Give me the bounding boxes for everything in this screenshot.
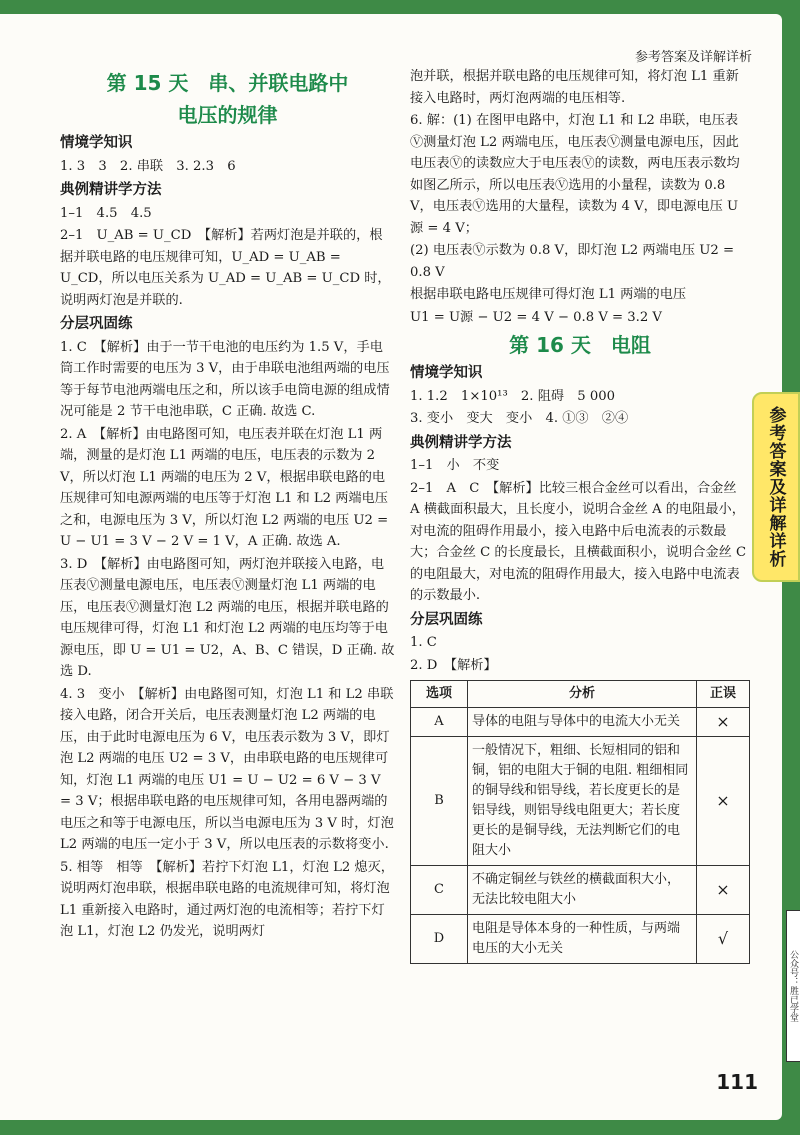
side-stamp: 公众号：胜已学堂 [786,910,800,1062]
top-border [0,0,800,14]
answer-item: 1. C [410,635,437,650]
day15-title-line1: 第 15 天 串、并联电路中 [106,71,349,95]
left-column [60,66,395,944]
option-cell: A [411,708,468,737]
verdict-cell: √ [697,915,750,964]
table-header: 分析 [468,681,697,708]
option-cell: B [411,737,468,866]
answer-item: 2. D 【解析】 [410,657,497,673]
answer-item: 1–1 小 不变 [410,458,500,473]
analysis-table [410,680,750,964]
section-heading: 典例精讲学方法 [410,434,512,451]
verdict-cell: × [697,866,750,915]
running-header: 参考答案及详解详析 [634,50,752,65]
analysis-cell: 不确定铜丝与铁丝的横截面积大小，无法比较电阻大小 [468,866,697,915]
analysis-cell: 电阻是导体本身的一种性质，与两端电压的大小无关 [468,915,697,964]
answer-item: 3. 变小 变大 变小 4. ①③ ②④ [410,411,629,426]
answer-item: 1. C 【解析】由于一节干电池的电压约为 1.5 V，手电筒工作时需要的电压为 3 V，由于串联电池组两端的电压等于每节电池两端电压之和，所以该手电筒电源的组成情况可能是 2 节干电池串联，C 正确. 故选 C. [60,339,390,419]
section-heading: 分层巩固练 [60,316,133,332]
table-row [411,737,750,866]
right-column [410,66,750,964]
verdict-cell: × [697,737,750,866]
day15-title-line2: 电压的规律 [177,103,278,127]
section-heading: 分层巩固练 [410,611,483,628]
answer-item: 2. A 【解析】由电路图可知，电压表并联在灯泡 L1 两端，测量的是灯泡 L1 两端的电压，电压表的示数为 2 V，所以灯泡 L1 两端的电压为 2 V，根据串联电路的电压规律可知电源两端的电压等于灯泡 L1 和 L2 两端电压之和，电源电压为 3 V，所以灯泡 L2 两端的电压 U2 = U − U1 = 3 V − 2 V = 1 V，A 正确. 故选 A. [60,426,389,549]
side-tab-label: 参考答案及详解详析 [752,392,800,582]
answer-item: 5. 相等 相等 【解析】若拧下灯泡 L1，灯泡 L2 熄灭，说明两灯泡串联，根据串联电路的电流规律可知，将灯泡 L1 重新接入电路时，通过两灯泡的电流相等；若拧下灯泡 L1，灯泡 L2 仍发光，说明两灯 [60,859,394,939]
section-heading: 典例精讲学方法 [60,182,162,198]
answer-item: U1 = U源 − U2 = 4 V − 0.8 V = 3.2 V [410,309,662,325]
answer-item: 2–1 U_AB = U_CD 【解析】若两灯泡是并联的，根据并联电路的电压规律可知，U_AD = U_AB = U_CD，所以电压关系为 U_AD = U_AB = U_CD 时，说明两灯泡是并联的. [60,228,391,308]
table-row [411,708,750,737]
day16-title: 第 16 天 电阻 [509,333,651,357]
table-header: 选项 [411,681,468,708]
answer-item-continued: 泡并联，根据并联电路的电压规律可知，将灯泡 L1 重新接入电路时，两灯泡两端的电压相等. [410,69,739,106]
option-cell: D [411,915,468,964]
answer-item: 2–1 A C 【解析】比较三根合金丝可以看出，合金丝 A 横截面积最大，且长度小，说明合金丝 A 的电阻最小，对电流的阻碍作用最小，接入电路中后电流表的示数最大；合金丝 C 的长度最长，且横截面积小，说明合金丝 C 的电阻最大，对电流的阻碍作用最大，接入电路中电流表的示数最小. [410,480,747,603]
table-row [411,915,750,964]
option-cell: C [411,866,468,915]
answer-item: 1–1 4.5 4.5 [60,205,152,221]
page-number: 111 [716,1070,758,1094]
answer-item: 1. 3 3 2. 串联 3. 2.3 6 [60,158,236,174]
answer-item: 1. 1.2 1×10¹³ 2. 阻碍 5 000 [410,388,616,404]
table-row [411,866,750,915]
answer-item: 6. 解：(1) 在图甲电路中，灯泡 L1 和 L2 串联，电压表Ⓥ测量灯泡 L2 两端电压，电压表Ⓥ测量电源电压，因此电压表Ⓥ的读数应大于电压表Ⓥ的读数，两电压表示数均如图乙所示，所以电压表Ⓥ选用的小量程，读数为 0.8 V，电压表Ⓥ选用的大量程，读数为 4 V，即电源电压 U源 = 4 V； [410,113,740,236]
section-heading: 情境学知识 [60,135,133,151]
section-heading: 情境学知识 [410,365,483,381]
table-header: 正误 [697,681,750,708]
table-header-row [411,681,750,708]
verdict-cell: × [697,708,750,737]
answer-item: 4. 3 变小 【解析】由电路图可知，灯泡 L1 和 L2 串联接入电路，闭合开关后，电压表测量灯泡 L2 两端的电压，由于此时电源电压为 6 V，电压表示数为 3 V，即灯泡 L2 两端的电压 U2 = 3 V，由串联电路的电压规律可知，灯泡 L1 两端的电压 U1 = U − U2 = 6 V − 3 V = 3 V；根据串联电路的电压规律可知，各用电器两端的电压之和等于电源电压，所以当电源电压为 3 V 时，灯泡 L2 两端的电压一定小于 3 V，所以电压表的示数将变小. [60,686,394,852]
answer-item: 3. D 【解析】由电路图可知，两灯泡并联接入电路，电压表Ⓥ测量电源电压，电压表Ⓥ测量灯泡 L1 两端的电压，电压表Ⓥ测量灯泡 L2 两端的电压，根据并联电路的电压规律可得，灯泡 L1 和灯泡 L2 两端的电压均等于电源电压，即 U = U1 = U2，A、B、C 错误，D 正确. 故选 D. [60,556,395,679]
answer-item: 根据串联电路电压规律可得灯泡 L1 两端的电压 [410,287,687,302]
analysis-cell: 导体的电阻与导体中的电流大小无关 [468,708,697,737]
analysis-cell: 一般情况下，粗细、长短相同的铝和铜，铝的电阻大于铜的电阻. 粗细相同的铜导线和铝导线，若长度更长的是铝导线，则铝导线电阻更大；若长度更长的是铜导线，无法判断它们的电阻大小 [468,737,697,866]
answer-item: (2) 电压表Ⓥ示数为 0.8 V，即灯泡 L2 两端电压 U2 = 0.8 V [410,243,735,280]
